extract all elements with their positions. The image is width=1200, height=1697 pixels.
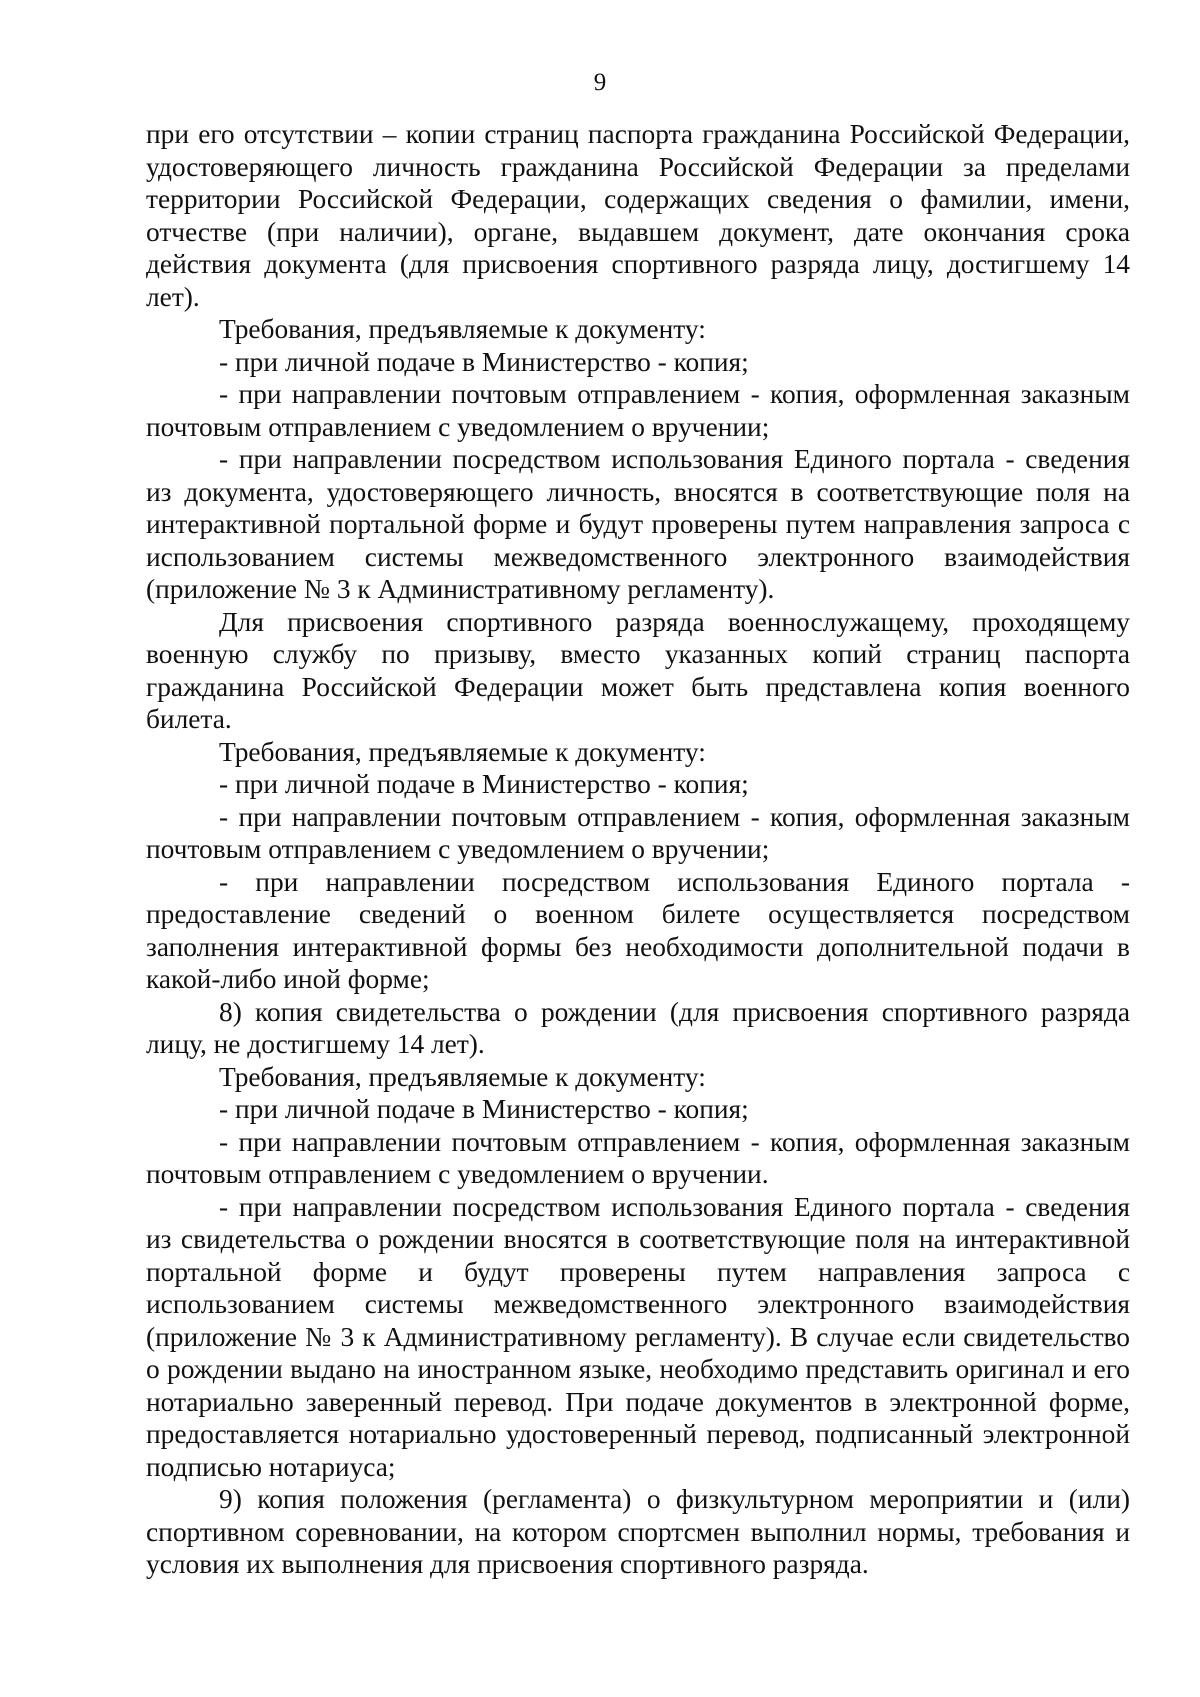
paragraph: - при направлении почтовым отправлением - копия, оформленная заказным почтовым отправлением с уведомлением о вручении; (146, 379, 1130, 442)
paragraph: Для присвоения спортивного разряда военнослужащему, проходящему военную службу по призыву, вместо указанных копий страниц паспорта гражданина Российской Федерации может быть представлена копия военного билета. (146, 606, 1130, 734)
paragraph: - при направлении посредством использования Единого портала - сведения из свидетельства о рождении вносятся в соответствующие поля на интерактивной портальной форме и будут проверены путем направления запроса с использованием системы межведомственного электронного взаимодействия (приложение № 3 к Административному регламенту). В случае если свидетельство о рождении выдано на иностранном языке, необходимо представить оригинал и его нотариально заверенный перевод. При подаче документов в электронной форме, предоставляется нотариально удостоверенный перевод, подписанный электронной подписью нотариуса; (146, 1191, 1130, 1482)
paragraph: - при личной подаче в Министерство - копия; (219, 769, 749, 799)
paragraph: 8) копия свидетельства о рождении (для присвоения спортивного разряда лицу, не достигшему 14 лет). (146, 996, 1130, 1059)
paragraph: при его отсутствии – копии страниц паспорта гражданина Российской Федерации, удостоверяющего личность гражданина Российской Федерации за пределами территории Российской Федерации, содержащих сведения о фамилии, имени, отчестве (при наличии), органе, выдавшем документ, дате окончания срока действия документа (для присвоения спортивного разряда лицу, достигшему 14 лет). (146, 119, 1130, 312)
document-body (146, 118, 1130, 1581)
paragraph: - при направлении почтовым отправлением - копия, оформленная заказным почтовым отправлением с уведомлением о вручении; (146, 801, 1130, 864)
paragraph: - при направлении посредством использования Единого портала - предоставление сведений о военном билете осуществляется посредством заполнения интерактивной формы без необходимости дополнительной подачи в какой-либо иной форме; (146, 866, 1130, 994)
paragraph: - при направлении посредством использования Единого портала - сведения из документа, удостоверяющего личность, вносятся в соответствующие поля на интерактивной портальной форме и будут проверены путем направления запроса с использованием системы межведомственного электронного взаимодействия (приложение № 3 к Административному регламенту). (146, 444, 1130, 604)
paragraph: 9) копия положения (регламента) о физкультурном мероприятии и (или) спортивном соревновании, на котором спортсмен выполнил нормы, требования и условия их выполнения для присвоения спортивного разряда. (146, 1484, 1130, 1579)
paragraph: Требования, предъявляемые к документу: (219, 736, 706, 767)
paragraph: - при направлении почтовым отправлением - копия, оформленная заказным почтовым отправлением с уведомлением о вручении. (146, 1126, 1130, 1189)
page-number: 9 (593, 69, 607, 96)
paragraph: - при личной подаче в Министерство - копия; (219, 346, 749, 377)
paragraph: Требования, предъявляемые к документу: (219, 314, 706, 344)
paragraph: - при личной подаче в Министерство - копия; (219, 1094, 749, 1124)
paragraph: Требования, предъявляемые к документу: (219, 1061, 706, 1092)
